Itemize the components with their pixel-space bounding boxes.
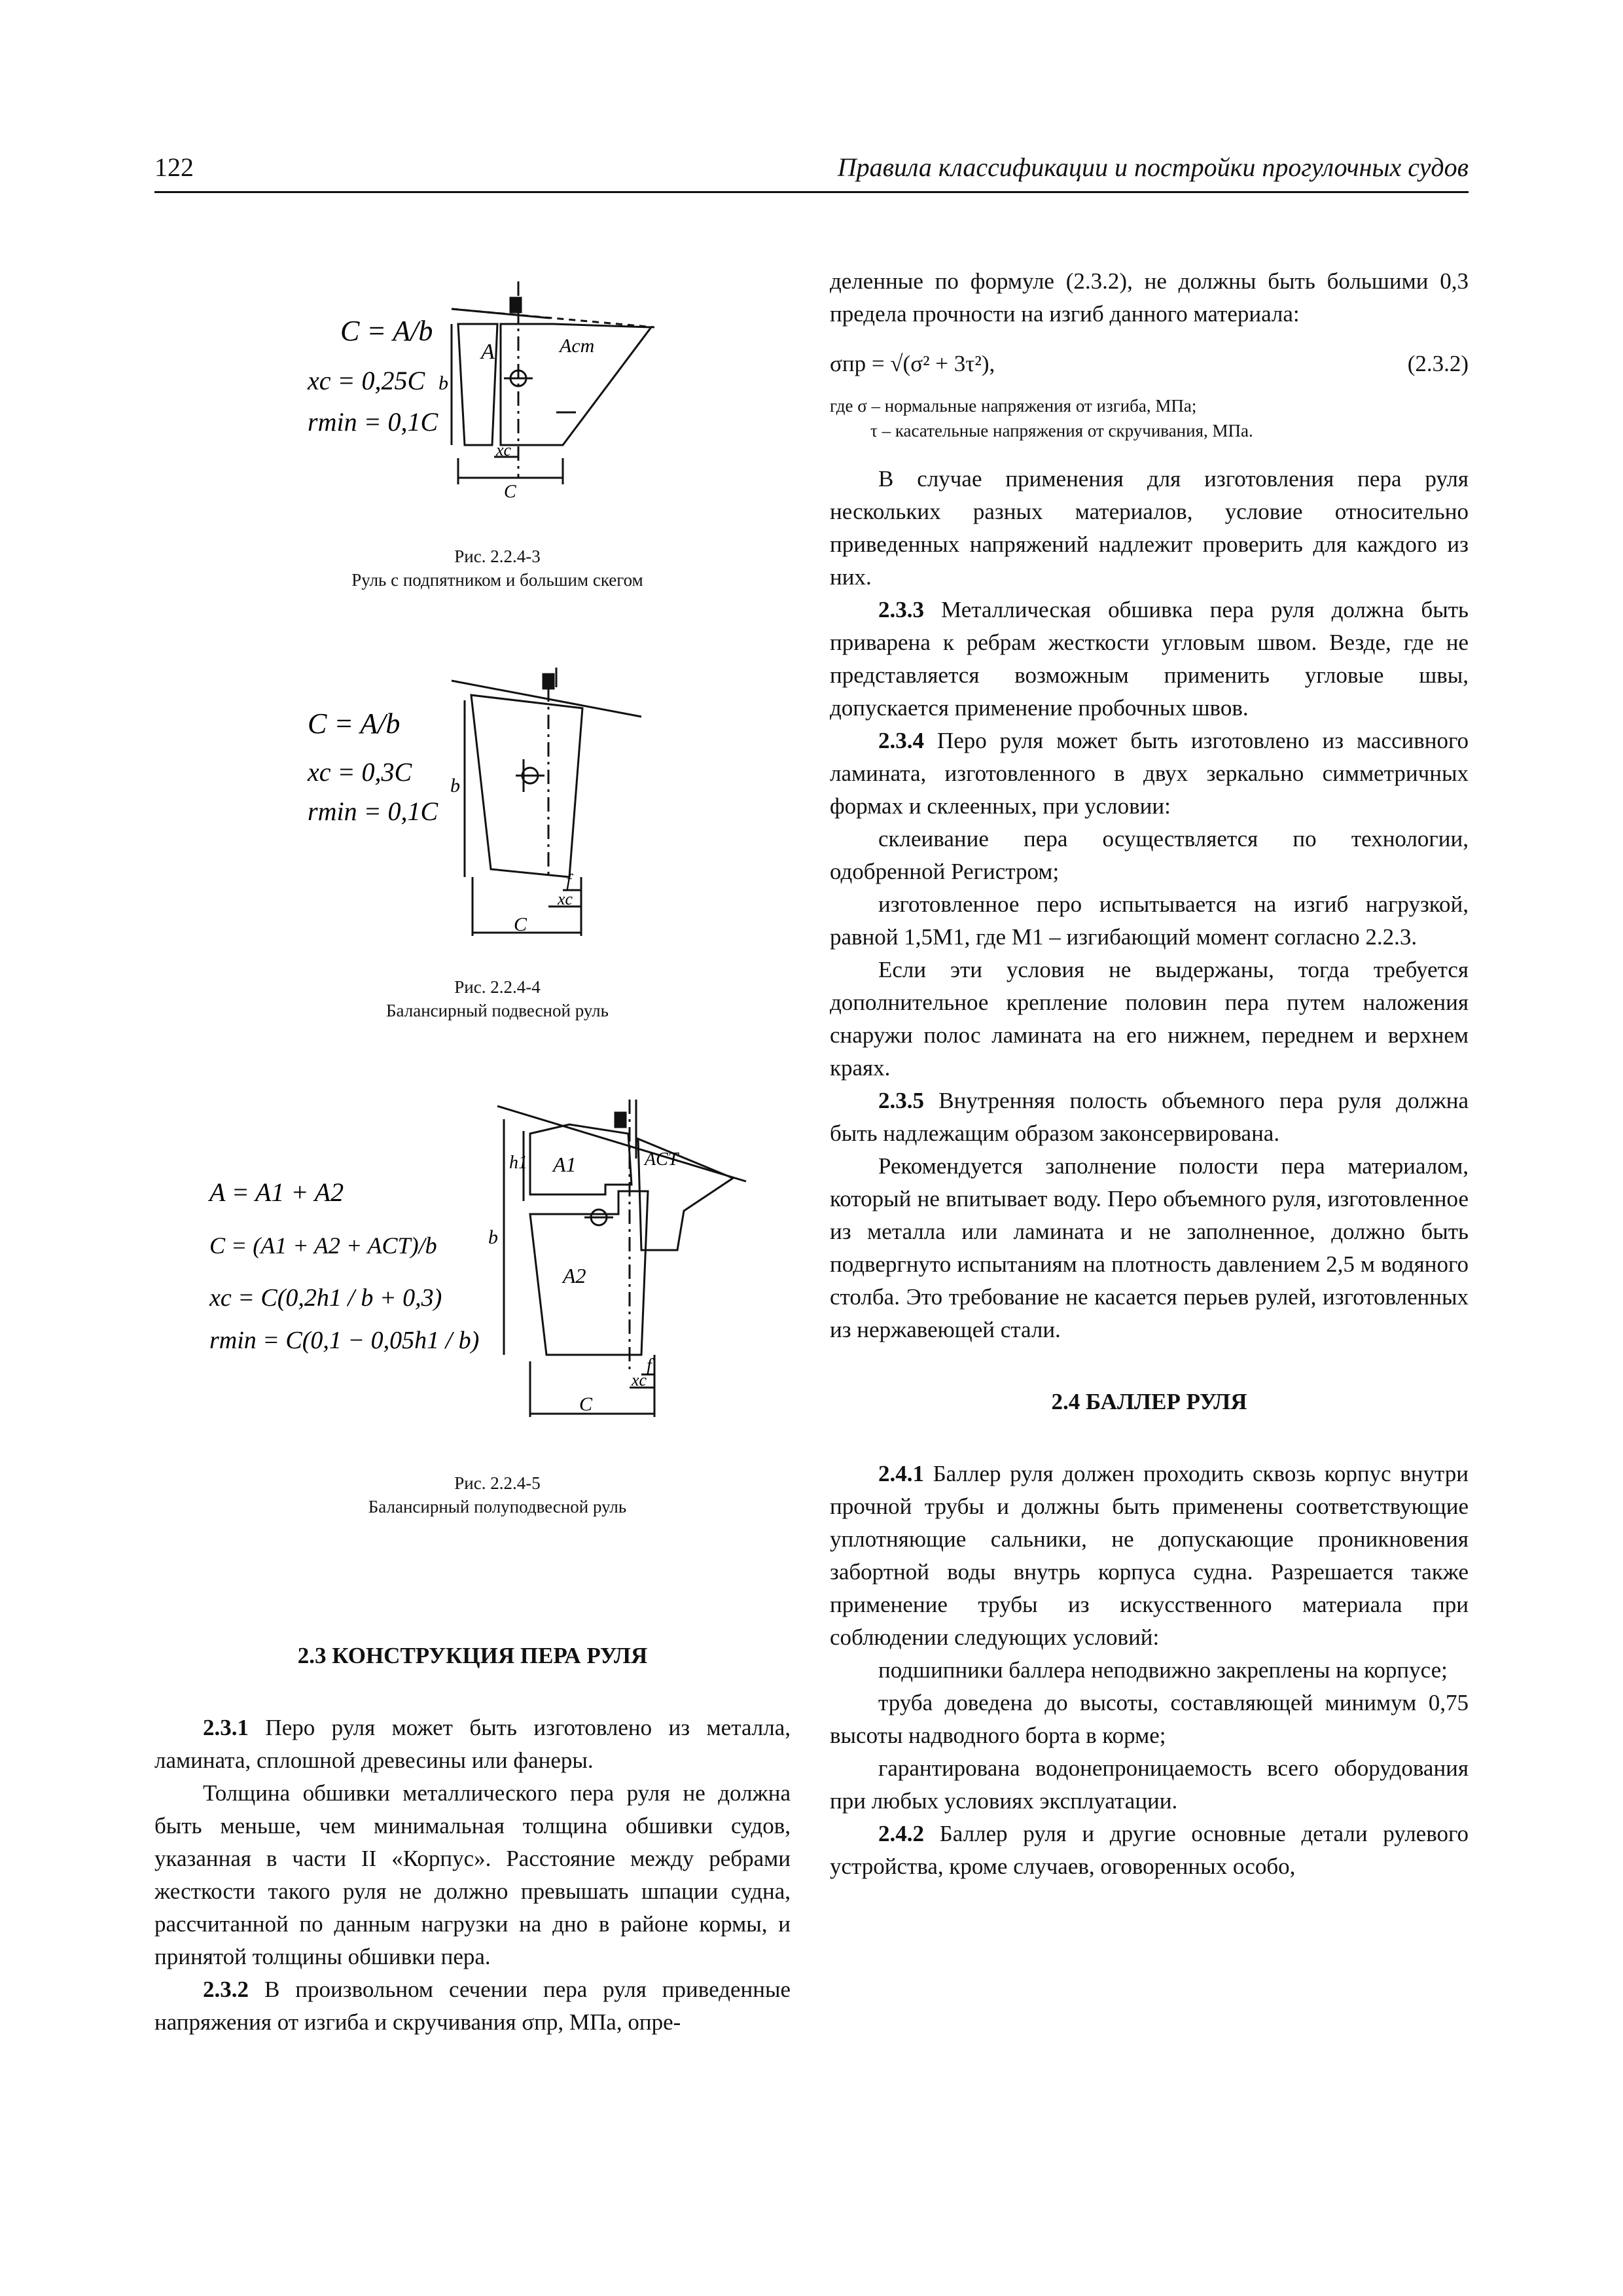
fig3-formula-1: C = A/b <box>340 315 433 347</box>
fig4-label-b: b <box>450 775 460 797</box>
para-2-4-2-number: 2.4.2 <box>878 1821 924 1846</box>
fig5-label-f: f <box>647 1355 652 1376</box>
fig3-caption <box>288 545 707 592</box>
para-2-3-1-number: 2.3.1 <box>203 1715 249 1740</box>
para-2-3-1 <box>154 1712 791 1777</box>
fig3-label-b: b <box>438 372 448 394</box>
fig5-label-h1: h1 <box>509 1153 527 1173</box>
para-2-3-4-number: 2.3.4 <box>878 728 924 753</box>
para-2-3-1-text: Перо руля может быть изготовлено из металла, ламината, сплошной древесины или фанеры. <box>154 1715 791 1773</box>
fig4-caption-text: Балансирный подвесной руль <box>386 1001 609 1020</box>
formula-expression: σпр = √(σ² + 3τ²), <box>830 351 995 376</box>
header-rule <box>154 191 1469 193</box>
para-2-3-5-number: 2.3.5 <box>878 1088 924 1113</box>
para-2-4-2-text: Баллер руля и другие основные детали рулевого устройства, кроме случаев, оговоренных особо, <box>830 1821 1469 1879</box>
fig5-caption-text: Балансирный полуподвесной руль <box>368 1497 627 1516</box>
fig5-formula-4: rmin = C(0,1 − 0,05h1 / b) <box>209 1327 480 1354</box>
fig4-formula-1: C = A/b <box>308 708 401 740</box>
legend-tau: τ – касательные напряжения от скручивания, МПа. <box>870 421 1253 440</box>
para-bearings: подшипники баллера неподвижно закреплены на корпусе; <box>878 1657 1448 1683</box>
para-2-4-1 <box>830 1458 1469 1654</box>
para-continuation: деленные по формуле (2.3.2), не должны быть большими 0,3 предела прочности на изгиб данного материала: <box>830 268 1469 327</box>
formula-number: (2.3.2) <box>1407 351 1469 376</box>
fig4-formula-2: xc = 0,3C <box>308 757 412 787</box>
para-testing: изготовленное перо испытывается на изгиб нагрузкой, равной 1,5M1, где M1 – изгибающий момент согласно 2.2.3. <box>830 891 1469 950</box>
formula-legend <box>830 393 1469 443</box>
para-2-3-4-text: Перо руля может быть изготовлено из массивного ламината, изготовленного в двух зеркально симметричных формах и склеенных, при условии: <box>830 728 1469 819</box>
fig5-label-xc: xc <box>632 1371 647 1390</box>
fig4-label-C: C <box>514 914 527 935</box>
legend-sigma: где σ – нормальные напряжения от изгиба, МПа; <box>830 396 1197 416</box>
fig5-label-A1: A1 <box>553 1153 577 1176</box>
para-2-4-2 <box>830 1818 1469 1883</box>
para-2-3-3 <box>830 594 1469 725</box>
fig5-label-A2: A2 <box>563 1264 586 1287</box>
fig3-caption-text: Руль с подпятником и большим скегом <box>351 570 643 590</box>
left-column <box>154 1640 791 2039</box>
para-2-3-5-text: Внутренняя полость объемного пера руля должна быть надлежащим образом законсервирована. <box>830 1088 1469 1146</box>
para-2-3-2-text: В произвольном сечении пера руля приведенные напряжения от изгиба и скручивания σпр, МПа, опре- <box>154 1977 791 2035</box>
para-2-3-4 <box>830 725 1469 823</box>
fig4-caption <box>288 975 707 1022</box>
formula-2-3-2 <box>830 348 1469 380</box>
section-title-2-4: 2.4 БАЛЛЕР РУЛЯ <box>1051 1389 1247 1414</box>
fig5-formula-2: C = (A1 + A2 + ACT)/b <box>209 1232 437 1259</box>
fig3-formula-2: xc = 0,25C <box>308 366 425 395</box>
fig3-caption-number: Рис. 2.2.4-3 <box>454 547 541 566</box>
fig5-label-Act: ACT <box>645 1149 679 1170</box>
running-title: Правила классификации и постройки прогулочных судов <box>837 152 1469 182</box>
para-recommendation: Рекомендуется заполнение полости пера материалом, который не впитывает воду. Перо объемного руля, изготовленное из металла или ламината и не заполненное, должно быть подвергнуто испытаниям на плотность давлением 2,5 м водяного столба. Это требование не касается перьев рулей, изготовленных из нержавеющей стали. <box>830 1153 1469 1342</box>
section-title-2-3: 2.3 КОНСТРУКЦИЯ ПЕРА РУЛЯ <box>297 1643 648 1668</box>
para-2-3-5 <box>830 1085 1469 1150</box>
fig3-label-C: C <box>504 482 516 502</box>
fig5-formula-3: xc = C(0,2h1 / b + 0,3) <box>209 1284 442 1312</box>
figure-2-2-4-5 <box>196 1086 772 1440</box>
para-2-3-3-text: Металлическая обшивка пера руля должна быть приварена к ребрам жесткости угловым швом. Везде, где не представляется возможным применить угловые швы, допускается применение пробочных швов. <box>830 597 1469 721</box>
para-materials: В случае применения для изготовления пера руля нескольких разных материалов, условие относительно приведенных напряжений надлежит проверить для каждого из них. <box>830 466 1469 590</box>
fig4-caption-number: Рис. 2.2.4-4 <box>454 977 541 997</box>
fig5-caption-number: Рис. 2.2.4-5 <box>454 1473 541 1493</box>
fig4-formula-3: rmin = 0,1C <box>308 797 438 826</box>
para-conditions: Если эти условия не выдержаны, тогда требуется дополнительное крепление половин пера путем наложения снаружи полос ламината на его нижнем, переднем и верхнем краях. <box>830 957 1469 1081</box>
fig3-label-xc: xc <box>496 440 512 459</box>
fig4-label-f: f <box>566 871 571 891</box>
right-column <box>830 265 1469 1883</box>
para-2-4-1-text: Баллер руля должен проходить сквозь корпус внутри прочной трубы и должны быть применены соответствующие уплотняющие сальники, не допускающие проникновения забортной воды внутрь корпуса судна. Разрешается также применение трубы из искусственного материала при соблюдении следующих условий: <box>830 1461 1469 1650</box>
para-2-3-2 <box>154 1973 791 2039</box>
fig5-label-b: b <box>488 1227 498 1248</box>
fig5-label-C: C <box>579 1393 593 1415</box>
fig5-formula-1: A = A1 + A2 <box>209 1177 344 1207</box>
para-watertight: гарантирована водонепроницаемость всего оборудования при любых условиях эксплуатации. <box>830 1755 1469 1814</box>
figure-2-2-4-4 <box>288 661 707 949</box>
para-gluing: склеивание пера осуществляется по технологии, одобренной Регистром; <box>830 826 1469 884</box>
fig3-label-A: A <box>481 340 495 364</box>
para-2-4-1-number: 2.4.1 <box>878 1461 924 1486</box>
para-tube: труба доведена до высоты, составляющей минимум 0,75 высоты надводного борта в корме; <box>830 1690 1469 1748</box>
fig5-caption <box>288 1471 707 1518</box>
page-number: 122 <box>154 152 194 182</box>
fig3-formula-3: rmin = 0,1C <box>308 407 438 437</box>
fig3-label-Acm: Aст <box>560 335 595 357</box>
para-2-3-2-number: 2.3.2 <box>203 1977 249 2002</box>
para-2-3-3-number: 2.3.3 <box>878 597 924 622</box>
para-thickness: Толщина обшивки металлического пера руля не должна быть меньше, чем минимальная толщина обшивки судов, указанная в части II «Корпус». Расстояние между ребрами жесткости такого руля не должно превышать шпации судна, рассчитанной по данным нагрузки на дно в районе кормы, и принятой толщины обшивки пера. <box>154 1780 791 1969</box>
fig4-label-xc: xc <box>558 889 573 908</box>
figure-2-2-4-3 <box>288 262 707 517</box>
